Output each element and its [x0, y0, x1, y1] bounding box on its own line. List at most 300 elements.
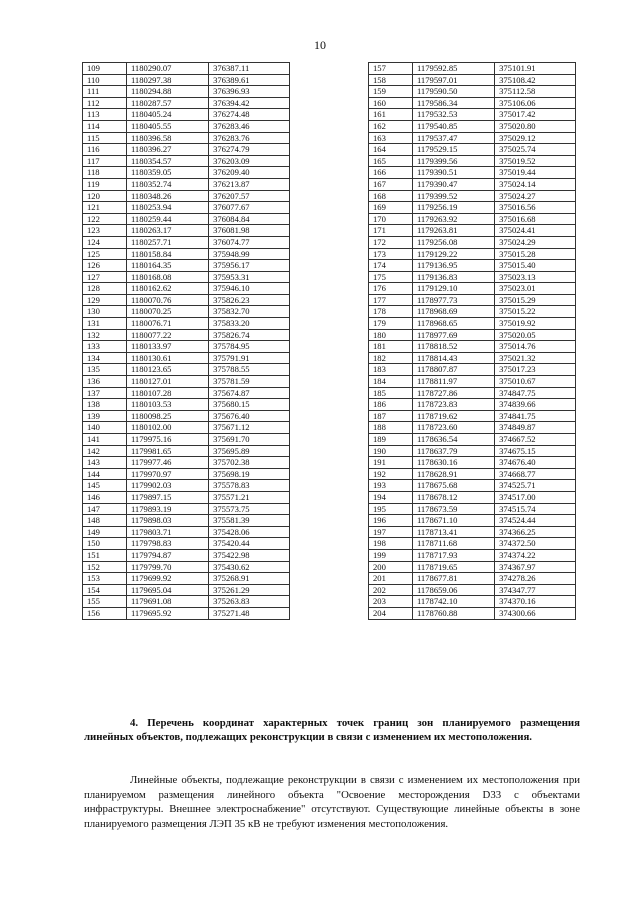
table-row: [83, 155, 290, 167]
y-coordinate-cell: 375112.58: [495, 86, 576, 98]
table-row: [369, 202, 576, 214]
point-number-cell: 185: [369, 387, 413, 399]
x-coordinate-cell: 1178628.91: [412, 468, 494, 480]
y-coordinate-cell: 376084.84: [209, 213, 290, 225]
x-coordinate-cell: 1180127.01: [126, 376, 208, 388]
table-row: [369, 260, 576, 272]
point-number-cell: 181: [369, 341, 413, 353]
x-coordinate-cell: 1179981.65: [126, 445, 208, 457]
x-coordinate-cell: 1178723.83: [412, 399, 494, 411]
point-number-cell: 119: [83, 178, 127, 190]
table-row: [83, 120, 290, 132]
point-number-cell: 129: [83, 294, 127, 306]
x-coordinate-cell: 1179537.47: [412, 132, 494, 144]
y-coordinate-cell: 375020.80: [495, 120, 576, 132]
y-coordinate-cell: 376283.76: [209, 132, 290, 144]
x-coordinate-cell: 1180294.88: [126, 86, 208, 98]
x-coordinate-cell: 1178719.62: [412, 410, 494, 422]
x-coordinate-cell: 1179897.15: [126, 491, 208, 503]
x-coordinate-cell: 1179540.85: [412, 120, 494, 132]
x-coordinate-cell: 1179399.56: [412, 155, 494, 167]
table-row: [83, 167, 290, 179]
point-number-cell: 165: [369, 155, 413, 167]
x-coordinate-cell: 1180162.62: [126, 283, 208, 295]
point-number-cell: 192: [369, 468, 413, 480]
y-coordinate-cell: 375021.32: [495, 352, 576, 364]
x-coordinate-cell: 1178727.86: [412, 387, 494, 399]
y-coordinate-cell: 376209.40: [209, 167, 290, 179]
y-coordinate-cell: 374372.50: [495, 538, 576, 550]
y-coordinate-cell: 374524.44: [495, 515, 576, 527]
point-number-cell: 124: [83, 236, 127, 248]
y-coordinate-cell: 375428.06: [209, 526, 290, 538]
table-row: [83, 63, 290, 75]
table-row: [369, 515, 576, 527]
y-coordinate-cell: 375826.74: [209, 329, 290, 341]
point-number-cell: 146: [83, 491, 127, 503]
y-coordinate-cell: 375953.31: [209, 271, 290, 283]
point-number-cell: 151: [83, 549, 127, 561]
table-row: [83, 457, 290, 469]
y-coordinate-cell: 375430.62: [209, 561, 290, 573]
x-coordinate-cell: 1178671.10: [412, 515, 494, 527]
x-coordinate-cell: 1180102.00: [126, 422, 208, 434]
point-number-cell: 199: [369, 549, 413, 561]
table-row: [369, 109, 576, 121]
y-coordinate-cell: 375016.56: [495, 202, 576, 214]
x-coordinate-cell: 1179699.92: [126, 573, 208, 585]
x-coordinate-cell: 1178742.10: [412, 596, 494, 608]
point-number-cell: 117: [83, 155, 127, 167]
point-number-cell: 130: [83, 306, 127, 318]
x-coordinate-cell: 1180123.65: [126, 364, 208, 376]
x-coordinate-cell: 1179970.97: [126, 468, 208, 480]
x-coordinate-cell: 1178678.12: [412, 491, 494, 503]
x-coordinate-cell: 1180158.84: [126, 248, 208, 260]
point-number-cell: 128: [83, 283, 127, 295]
x-coordinate-cell: 1179794.87: [126, 549, 208, 561]
table-row: [83, 596, 290, 608]
y-coordinate-cell: 375023.13: [495, 271, 576, 283]
x-coordinate-cell: 1178637.79: [412, 445, 494, 457]
table-row: [83, 283, 290, 295]
table-row: [83, 584, 290, 596]
x-coordinate-cell: 1179256.08: [412, 236, 494, 248]
point-number-cell: 147: [83, 503, 127, 515]
point-number-cell: 166: [369, 167, 413, 179]
y-coordinate-cell: 375017.42: [495, 109, 576, 121]
y-coordinate-cell: 374667.52: [495, 434, 576, 446]
point-number-cell: 158: [369, 74, 413, 86]
x-coordinate-cell: 1178675.68: [412, 480, 494, 492]
table-row: [369, 526, 576, 538]
x-coordinate-cell: 1179590.50: [412, 86, 494, 98]
coordinates-table-right-body: [369, 63, 576, 620]
point-number-cell: 202: [369, 584, 413, 596]
point-number-cell: 196: [369, 515, 413, 527]
point-number-cell: 187: [369, 410, 413, 422]
point-number-cell: 179: [369, 318, 413, 330]
point-number-cell: 114: [83, 120, 127, 132]
x-coordinate-cell: 1178814.43: [412, 352, 494, 364]
y-coordinate-cell: 374676.40: [495, 457, 576, 469]
x-coordinate-cell: 1180107.28: [126, 387, 208, 399]
table-row: [369, 468, 576, 480]
y-coordinate-cell: 375015.28: [495, 248, 576, 260]
table-row: [83, 329, 290, 341]
point-number-cell: 132: [83, 329, 127, 341]
y-coordinate-cell: 375020.05: [495, 329, 576, 341]
x-coordinate-cell: 1179399.52: [412, 190, 494, 202]
table-row: [369, 457, 576, 469]
y-coordinate-cell: 374668.77: [495, 468, 576, 480]
y-coordinate-cell: 376207.57: [209, 190, 290, 202]
table-row: [83, 132, 290, 144]
table-row: [83, 248, 290, 260]
x-coordinate-cell: 1179597.01: [412, 74, 494, 86]
point-number-cell: 154: [83, 584, 127, 596]
x-coordinate-cell: 1179263.92: [412, 213, 494, 225]
table-row: [369, 306, 576, 318]
table-row: [369, 225, 576, 237]
point-number-cell: 157: [369, 63, 413, 75]
table-row: [83, 260, 290, 272]
table-row: [83, 376, 290, 388]
y-coordinate-cell: 375832.70: [209, 306, 290, 318]
point-number-cell: 152: [83, 561, 127, 573]
table-row: [369, 167, 576, 179]
point-number-cell: 139: [83, 410, 127, 422]
y-coordinate-cell: 376274.79: [209, 144, 290, 156]
x-coordinate-cell: 1178659.06: [412, 584, 494, 596]
table-row: [83, 410, 290, 422]
table-row: [369, 190, 576, 202]
x-coordinate-cell: 1180103.53: [126, 399, 208, 411]
point-number-cell: 180: [369, 329, 413, 341]
x-coordinate-cell: 1179256.19: [412, 202, 494, 214]
point-number-cell: 184: [369, 376, 413, 388]
y-coordinate-cell: 375948.99: [209, 248, 290, 260]
x-coordinate-cell: 1178807.87: [412, 364, 494, 376]
table-row: [83, 352, 290, 364]
x-coordinate-cell: 1178636.54: [412, 434, 494, 446]
table-row: [83, 202, 290, 214]
y-coordinate-cell: 375671.12: [209, 422, 290, 434]
x-coordinate-cell: 1179532.53: [412, 109, 494, 121]
y-coordinate-cell: 374370.16: [495, 596, 576, 608]
table-row: [369, 74, 576, 86]
table-row: [369, 86, 576, 98]
x-coordinate-cell: 1178723.60: [412, 422, 494, 434]
y-coordinate-cell: 374675.15: [495, 445, 576, 457]
y-coordinate-cell: 374515.74: [495, 503, 576, 515]
table-row: [369, 132, 576, 144]
y-coordinate-cell: 375024.14: [495, 178, 576, 190]
page-number: 10: [314, 38, 326, 52]
point-number-cell: 133: [83, 341, 127, 353]
point-number-cell: 172: [369, 236, 413, 248]
y-coordinate-cell: 375019.52: [495, 155, 576, 167]
point-number-cell: 167: [369, 178, 413, 190]
table-row: [83, 491, 290, 503]
y-coordinate-cell: 375420.44: [209, 538, 290, 550]
x-coordinate-cell: 1180405.55: [126, 120, 208, 132]
point-number-cell: 136: [83, 376, 127, 388]
y-coordinate-cell: 376081.98: [209, 225, 290, 237]
x-coordinate-cell: 1180290.07: [126, 63, 208, 75]
table-row: [369, 318, 576, 330]
table-row: [369, 329, 576, 341]
y-coordinate-cell: 375263.83: [209, 596, 290, 608]
y-coordinate-cell: 374347.77: [495, 584, 576, 596]
x-coordinate-cell: 1178811.97: [412, 376, 494, 388]
table-row: [83, 468, 290, 480]
y-coordinate-cell: 375791.91: [209, 352, 290, 364]
point-number-cell: 170: [369, 213, 413, 225]
x-coordinate-cell: 1180263.17: [126, 225, 208, 237]
y-coordinate-cell: 375029.12: [495, 132, 576, 144]
x-coordinate-cell: 1179586.34: [412, 97, 494, 109]
x-coordinate-cell: 1180405.24: [126, 109, 208, 121]
table-row: [369, 213, 576, 225]
point-number-cell: 174: [369, 260, 413, 272]
y-coordinate-cell: 374278.26: [495, 573, 576, 585]
x-coordinate-cell: 1180253.94: [126, 202, 208, 214]
y-coordinate-cell: 375025.74: [495, 144, 576, 156]
y-coordinate-cell: 375784.95: [209, 341, 290, 353]
table-row: [369, 549, 576, 561]
y-coordinate-cell: 375578.83: [209, 480, 290, 492]
y-coordinate-cell: 375698.19: [209, 468, 290, 480]
y-coordinate-cell: 375015.22: [495, 306, 576, 318]
y-coordinate-cell: 374300.66: [495, 607, 576, 619]
coordinates-table-right: [368, 62, 576, 620]
table-row: [369, 155, 576, 167]
point-number-cell: 116: [83, 144, 127, 156]
point-number-cell: 175: [369, 271, 413, 283]
y-coordinate-cell: 375024.41: [495, 225, 576, 237]
x-coordinate-cell: 1179390.47: [412, 178, 494, 190]
table-row: [369, 178, 576, 190]
table-row: [83, 445, 290, 457]
y-coordinate-cell: 375017.23: [495, 364, 576, 376]
y-coordinate-cell: 375108.42: [495, 74, 576, 86]
table-row: [83, 549, 290, 561]
point-number-cell: 168: [369, 190, 413, 202]
point-number-cell: 197: [369, 526, 413, 538]
table-row: [83, 294, 290, 306]
y-coordinate-cell: 375781.59: [209, 376, 290, 388]
table-row: [83, 144, 290, 156]
point-number-cell: 109: [83, 63, 127, 75]
y-coordinate-cell: 375691.70: [209, 434, 290, 446]
x-coordinate-cell: 1179129.22: [412, 248, 494, 260]
point-number-cell: 164: [369, 144, 413, 156]
y-coordinate-cell: 375010.67: [495, 376, 576, 388]
coordinates-table-left-body: [83, 63, 290, 620]
point-number-cell: 191: [369, 457, 413, 469]
y-coordinate-cell: 375956.17: [209, 260, 290, 272]
coordinates-table-left: [82, 62, 290, 620]
y-coordinate-cell: 376077.67: [209, 202, 290, 214]
x-coordinate-cell: 1178760.88: [412, 607, 494, 619]
x-coordinate-cell: 1180396.27: [126, 144, 208, 156]
y-coordinate-cell: 376394.42: [209, 97, 290, 109]
point-number-cell: 177: [369, 294, 413, 306]
table-row: [369, 503, 576, 515]
table-row: [369, 120, 576, 132]
y-coordinate-cell: 376074.77: [209, 236, 290, 248]
table-row: [83, 97, 290, 109]
point-number-cell: 113: [83, 109, 127, 121]
point-number-cell: 159: [369, 86, 413, 98]
y-coordinate-cell: 375015.29: [495, 294, 576, 306]
table-row: [369, 596, 576, 608]
y-coordinate-cell: 375016.68: [495, 213, 576, 225]
table-row: [83, 190, 290, 202]
table-row: [369, 97, 576, 109]
point-number-cell: 200: [369, 561, 413, 573]
x-coordinate-cell: 1180287.57: [126, 97, 208, 109]
point-number-cell: 176: [369, 283, 413, 295]
y-coordinate-cell: 375581.39: [209, 515, 290, 527]
x-coordinate-cell: 1178968.69: [412, 306, 494, 318]
y-coordinate-cell: 375101.91: [495, 63, 576, 75]
x-coordinate-cell: 1178713.41: [412, 526, 494, 538]
y-coordinate-cell: 375014.76: [495, 341, 576, 353]
y-coordinate-cell: 374839.66: [495, 399, 576, 411]
point-number-cell: 203: [369, 596, 413, 608]
y-coordinate-cell: 376274.48: [209, 109, 290, 121]
y-coordinate-cell: 375788.55: [209, 364, 290, 376]
x-coordinate-cell: 1178717.93: [412, 549, 494, 561]
x-coordinate-cell: 1178630.16: [412, 457, 494, 469]
x-coordinate-cell: 1180359.05: [126, 167, 208, 179]
point-number-cell: 194: [369, 491, 413, 503]
point-number-cell: 156: [83, 607, 127, 619]
x-coordinate-cell: 1180098.25: [126, 410, 208, 422]
table-row: [83, 538, 290, 550]
x-coordinate-cell: 1179695.92: [126, 607, 208, 619]
table-row: [369, 294, 576, 306]
x-coordinate-cell: 1180396.58: [126, 132, 208, 144]
x-coordinate-cell: 1180130.61: [126, 352, 208, 364]
x-coordinate-cell: 1178968.65: [412, 318, 494, 330]
x-coordinate-cell: 1179898.03: [126, 515, 208, 527]
table-row: [83, 561, 290, 573]
y-coordinate-cell: 374849.87: [495, 422, 576, 434]
y-coordinate-cell: 375676.40: [209, 410, 290, 422]
point-number-cell: 183: [369, 364, 413, 376]
point-number-cell: 141: [83, 434, 127, 446]
table-row: [83, 178, 290, 190]
point-number-cell: 189: [369, 434, 413, 446]
y-coordinate-cell: 375019.92: [495, 318, 576, 330]
point-number-cell: 148: [83, 515, 127, 527]
table-row: [369, 271, 576, 283]
point-number-cell: 122: [83, 213, 127, 225]
point-number-cell: 121: [83, 202, 127, 214]
table-row: [83, 74, 290, 86]
table-row: [83, 387, 290, 399]
y-coordinate-cell: 375268.91: [209, 573, 290, 585]
point-number-cell: 169: [369, 202, 413, 214]
table-row: [369, 248, 576, 260]
y-coordinate-cell: 374841.75: [495, 410, 576, 422]
y-coordinate-cell: 375015.40: [495, 260, 576, 272]
point-number-cell: 150: [83, 538, 127, 550]
y-coordinate-cell: 375695.89: [209, 445, 290, 457]
point-number-cell: 162: [369, 120, 413, 132]
table-row: [369, 422, 576, 434]
table-row: [83, 306, 290, 318]
y-coordinate-cell: 375024.29: [495, 236, 576, 248]
y-coordinate-cell: 375833.20: [209, 318, 290, 330]
point-number-cell: 125: [83, 248, 127, 260]
y-coordinate-cell: 374366.25: [495, 526, 576, 538]
y-coordinate-cell: 375019.44: [495, 167, 576, 179]
x-coordinate-cell: 1179975.16: [126, 434, 208, 446]
x-coordinate-cell: 1180076.71: [126, 318, 208, 330]
x-coordinate-cell: 1179803.71: [126, 526, 208, 538]
table-row: [83, 86, 290, 98]
point-number-cell: 182: [369, 352, 413, 364]
table-row: [83, 213, 290, 225]
table-row: [83, 341, 290, 353]
point-number-cell: 138: [83, 399, 127, 411]
x-coordinate-cell: 1180297.38: [126, 74, 208, 86]
table-row: [369, 399, 576, 411]
x-coordinate-cell: 1179390.51: [412, 167, 494, 179]
x-coordinate-cell: 1179798.83: [126, 538, 208, 550]
y-coordinate-cell: 374517.00: [495, 491, 576, 503]
x-coordinate-cell: 1178977.73: [412, 294, 494, 306]
point-number-cell: 155: [83, 596, 127, 608]
x-coordinate-cell: 1179893.19: [126, 503, 208, 515]
y-coordinate-cell: 376203.09: [209, 155, 290, 167]
table-row: [369, 364, 576, 376]
y-coordinate-cell: 375702.38: [209, 457, 290, 469]
y-coordinate-cell: 376283.46: [209, 120, 290, 132]
table-row: [369, 573, 576, 585]
table-row: [369, 341, 576, 353]
table-row: [83, 573, 290, 585]
y-coordinate-cell: 376389.61: [209, 74, 290, 86]
table-row: [369, 491, 576, 503]
x-coordinate-cell: 1180133.97: [126, 341, 208, 353]
y-coordinate-cell: 376387.11: [209, 63, 290, 75]
point-number-cell: 140: [83, 422, 127, 434]
x-coordinate-cell: 1180168.08: [126, 271, 208, 283]
x-coordinate-cell: 1179263.81: [412, 225, 494, 237]
point-number-cell: 178: [369, 306, 413, 318]
point-number-cell: 190: [369, 445, 413, 457]
x-coordinate-cell: 1180348.26: [126, 190, 208, 202]
point-number-cell: 144: [83, 468, 127, 480]
table-row: [83, 271, 290, 283]
table-row: [83, 318, 290, 330]
point-number-cell: 153: [83, 573, 127, 585]
table-row: [369, 63, 576, 75]
point-number-cell: 161: [369, 109, 413, 121]
point-number-cell: 110: [83, 74, 127, 86]
table-row: [369, 445, 576, 457]
point-number-cell: 142: [83, 445, 127, 457]
y-coordinate-cell: 375946.10: [209, 283, 290, 295]
y-coordinate-cell: 375024.27: [495, 190, 576, 202]
x-coordinate-cell: 1178818.52: [412, 341, 494, 353]
point-number-cell: 131: [83, 318, 127, 330]
